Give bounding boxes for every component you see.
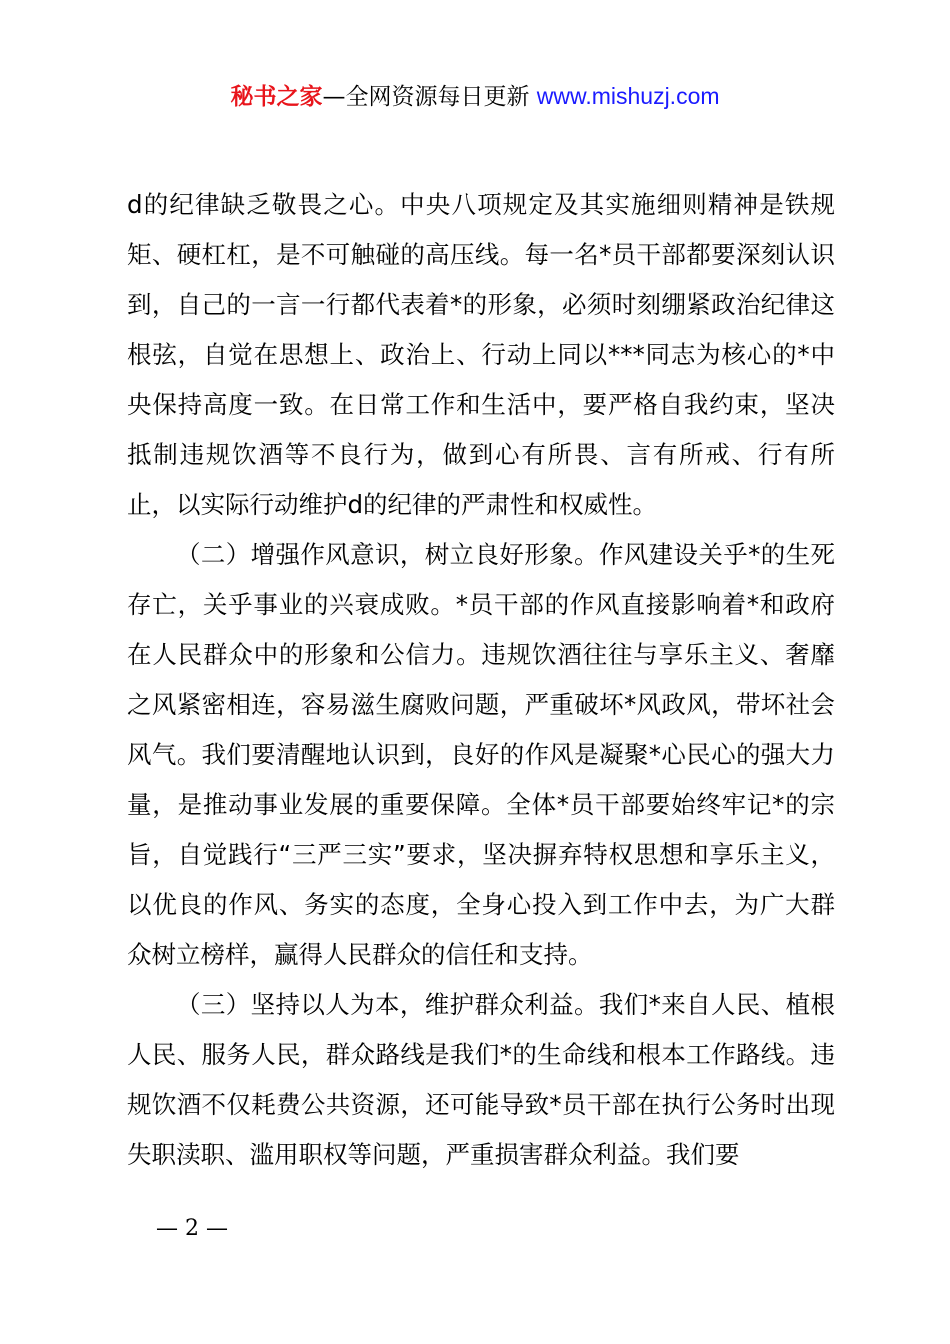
page-number: — 2 — [156,1216,228,1241]
paragraph-3: （三）坚持以人为本，维护群众利益。我们*来自人民、植根人民、服务人民，群众路线是我们*的生命线和根本工作路线。违规饮酒不仅耗费公共资源，还可能导致*员干部在执行公务时出现失职渎职、滥用职权等问题，严重损害群众利益。我们要 [127,990,835,1169]
site-url-link[interactable]: www.mishuzj.com [536,83,720,109]
site-brand: 秘书之家 [230,84,323,110]
paragraph-2: （二）增强作风意识，树立良好形象。作风建设关乎*的生死存亡，关乎事业的兴衰成败。*员干部的作风直接影响着*和政府在人民群众中的形象和公信力。违规饮酒往往与享乐主义、奢靡之风紧密相连，容易滋生腐败问题，严重破坏*风政风，带坏社会风气。我们要清醒地认识到，良好的作风是凝聚*心民心的强大力量，是推动事业发展的重要保障。全体*员干部要始终牢记*的宗旨，自觉践行“三严三实”要求，坚决摒弃特权思想和享乐主义，以优良的作风、务实的态度，全身心投入到工作中去，为广大群众树立榜样，赢得人民群众的信任和支持。 [127,540,835,969]
site-slogan: —全网资源每日更新 [322,84,537,110]
document-body [127,180,835,1180]
paragraph-1: d的纪律缺乏敬畏之心。中央八项规定及其实施细则精神是铁规矩、硬杠杠，是不可触碰的高压线。每一名*员干部都要深刻认识到，自己的一言一行都代表着*的形象，必须时刻绷紧政治纪律这根弦，自觉在思想上、政治上、行动上同以***同志为核心的*中央保持高度一致。在日常工作和生活中，要严格自我约束，坚决抵制违规饮酒等不良行为，做到心有所畏、言有所戒、行有所止，以实际行动维护d的纪律的严肃性和权威性。 [127,190,835,519]
site-header [0,78,950,115]
